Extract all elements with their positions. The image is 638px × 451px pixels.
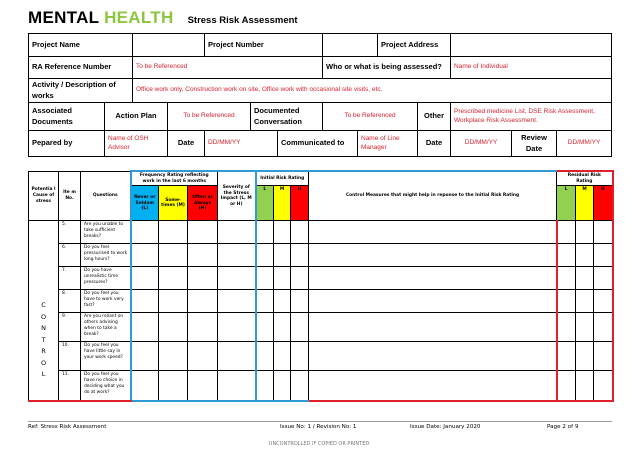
severity-cell[interactable] [218, 313, 256, 342]
item-number: 5. [59, 221, 81, 244]
prepared-by-value[interactable]: Name of OSH Advisor [105, 131, 168, 157]
freq-cell[interactable] [159, 342, 188, 371]
residual-cell[interactable] [594, 371, 613, 401]
freq-cell[interactable] [131, 267, 159, 290]
freq-cell[interactable] [159, 244, 188, 267]
risk-assessment-table [28, 170, 614, 402]
initial-cell[interactable] [291, 290, 309, 313]
associated-documents-label: Associated Documents [29, 103, 105, 131]
freq-cell[interactable] [188, 267, 218, 290]
communicated-to-value[interactable]: Name of Line Manager [358, 131, 418, 157]
severity-cell[interactable] [218, 221, 256, 244]
project-info-table [28, 33, 612, 157]
document-header [28, 8, 298, 30]
review-date-value[interactable]: DD/MM/YY [557, 131, 612, 157]
table-row [29, 371, 613, 401]
initial-cell[interactable] [256, 371, 274, 401]
project-number-label: Project Number [205, 34, 323, 57]
question-text: Do you feel you have little say in your work speed? [81, 342, 131, 371]
control-measures-header: Control Measures that might help in reponse to the Initial Risk Rating [309, 171, 557, 221]
initial-cell[interactable] [291, 267, 309, 290]
freq-cell[interactable] [188, 244, 218, 267]
freq-cell[interactable] [159, 267, 188, 290]
action-plan-value[interactable]: To be Referenced [168, 103, 251, 131]
initial-cell[interactable] [274, 313, 291, 342]
item-number: 9. [59, 313, 81, 342]
residual-cell[interactable] [576, 244, 594, 267]
residual-cell[interactable] [557, 267, 576, 290]
control-side-label [29, 221, 59, 401]
table-row [29, 313, 613, 342]
control-measures-cell[interactable] [309, 313, 557, 342]
activity-value[interactable]: Office work only, Construction work on site, Office work with occasional site visits, etc. [133, 79, 612, 103]
initial-cell[interactable] [291, 342, 309, 371]
residual-cell[interactable] [576, 313, 594, 342]
documented-conversation-label: Documented Conversation [251, 103, 323, 131]
project-name-label: Project Name [29, 34, 133, 57]
page-footer [28, 424, 612, 434]
documented-conversation-value[interactable]: To be Referenced [323, 103, 418, 131]
initial-cell[interactable] [291, 244, 309, 267]
residual-cell[interactable] [557, 313, 576, 342]
freq-cell[interactable] [159, 221, 188, 244]
freq-cell[interactable] [131, 290, 159, 313]
residual-risk-header: Residual Risk Rating [557, 171, 613, 186]
project-number-field[interactable] [323, 34, 378, 57]
freq-cell[interactable] [131, 244, 159, 267]
ra-reference-label: RA Reference Number [29, 57, 133, 79]
residual-cell[interactable] [576, 290, 594, 313]
project-address-field[interactable] [451, 34, 612, 57]
severity-cell[interactable] [218, 342, 256, 371]
initial-cell[interactable] [274, 221, 291, 244]
initial-cell[interactable] [274, 290, 291, 313]
control-letter: N [41, 324, 46, 333]
control-measures-cell[interactable] [309, 290, 557, 313]
severity-cell[interactable] [218, 267, 256, 290]
residual-cell[interactable] [594, 342, 613, 371]
document-subtitle: Stress Risk Assessment [187, 15, 298, 26]
control-measures-cell[interactable] [309, 267, 557, 290]
severity-header: Severity of the Stress Impact (L, M or H) [218, 171, 256, 221]
initial-rating-medium: M [274, 186, 291, 221]
initial-cell[interactable] [274, 244, 291, 267]
control-letter: R [41, 347, 46, 356]
freq-cell[interactable] [131, 221, 159, 244]
table-row [29, 244, 613, 267]
table-row [29, 221, 613, 244]
freq-cell[interactable] [188, 290, 218, 313]
residual-cell[interactable] [576, 267, 594, 290]
item-number: 7. [59, 267, 81, 290]
initial-cell[interactable] [256, 221, 274, 244]
residual-rating-medium: M [576, 186, 594, 221]
residual-cell[interactable] [557, 342, 576, 371]
residual-rating-low: L [557, 186, 576, 221]
residual-cell[interactable] [594, 221, 613, 244]
residual-cell[interactable] [576, 221, 594, 244]
initial-rating-low: L [256, 186, 274, 221]
control-letter: T [41, 335, 46, 344]
control-measures-cell[interactable] [309, 244, 557, 267]
initial-cell[interactable] [256, 342, 274, 371]
date-value[interactable]: DD/MM/YY [205, 131, 278, 157]
uncontrolled-notice: UNCONTROLLED IF COPIED OR PRINTED [268, 441, 370, 447]
review-date-label: Review Date [512, 131, 557, 157]
item-number: 11. [59, 371, 81, 401]
activity-label: Activity / Description of works [29, 79, 133, 103]
who-assessed-value[interactable]: Name of Individual [451, 57, 612, 79]
ra-reference-value[interactable]: To be Referenced [133, 57, 323, 79]
table-row [29, 342, 613, 371]
question-text: Are you reliant on others advising when to take a break? [81, 313, 131, 342]
table-row [29, 290, 613, 313]
residual-cell[interactable] [557, 371, 576, 401]
risk-table-wrapper [28, 170, 612, 402]
freq-never-seldom: Never or Seldom (L) [131, 186, 159, 221]
freq-cell[interactable] [188, 371, 218, 401]
severity-cell[interactable] [218, 290, 256, 313]
question-text: Do you have unrealistic time pressures? [81, 267, 131, 290]
residual-cell[interactable] [594, 267, 613, 290]
date-label: Date [168, 131, 205, 157]
freq-cell[interactable] [188, 342, 218, 371]
project-name-field[interactable] [133, 34, 205, 57]
initial-rating-high: H [291, 186, 309, 221]
footer-divider [28, 421, 612, 422]
freq-cell[interactable] [131, 342, 159, 371]
control-measures-cell[interactable] [309, 342, 557, 371]
date2-label: Date [418, 131, 451, 157]
footer-issue-date: Issue Date: January 2020 [410, 424, 481, 430]
initial-cell[interactable] [291, 371, 309, 401]
title-word-mental: MENTAL [28, 8, 100, 27]
question-text: Do you feel pressurised to work long hours? [81, 244, 131, 267]
action-plan-label: Action Plan [105, 103, 168, 131]
document-title [28, 8, 174, 28]
control-measures-cell[interactable] [309, 221, 557, 244]
freq-cell[interactable] [188, 313, 218, 342]
item-number: 6. [59, 244, 81, 267]
freq-cell[interactable] [188, 221, 218, 244]
prepared-by-label: Pepared by [29, 131, 105, 157]
initial-cell[interactable] [256, 313, 274, 342]
freq-cell[interactable] [159, 371, 188, 401]
freq-often-always: Often or Always (H) [188, 186, 218, 221]
title-word-health: HEALTH [104, 8, 174, 27]
residual-cell[interactable] [594, 244, 613, 267]
residual-rating-high: H [594, 186, 613, 221]
residual-cell[interactable] [557, 290, 576, 313]
date2-value[interactable]: DD/MM/YY [451, 131, 512, 157]
question-text: Do you feel you have to work very fast? [81, 290, 131, 313]
col-questions: Questions [81, 171, 131, 221]
control-letter: O [40, 358, 47, 367]
residual-cell[interactable] [576, 342, 594, 371]
footer-reference: Ref: Stress Risk Assessment [28, 424, 107, 430]
freq-cell[interactable] [159, 290, 188, 313]
initial-cell[interactable] [274, 267, 291, 290]
freq-cell[interactable] [131, 313, 159, 342]
col-potential-cause: Potentia l Cause of stress [29, 171, 59, 221]
residual-cell[interactable] [576, 371, 594, 401]
initial-cell[interactable] [274, 342, 291, 371]
residual-cell[interactable] [594, 290, 613, 313]
initial-risk-header: Initial Risk Rating [256, 171, 309, 186]
control-letter: O [40, 312, 47, 321]
residual-cell[interactable] [594, 313, 613, 342]
footer-issue-number: Issue No: 1 / Revision No: 1 [280, 424, 357, 430]
initial-cell[interactable] [291, 221, 309, 244]
other-value[interactable]: Prescribed medicine List, DSE Risk Assessment, Workplace Risk Assessment. [451, 103, 612, 131]
question-text: Are you unable to take sufficient breaks? [81, 221, 131, 244]
initial-cell[interactable] [256, 267, 274, 290]
control-letter: C [41, 301, 46, 310]
who-assessed-label: Who or what is being assessed? [323, 57, 451, 79]
question-text: Do you feel you have no choice in deciding what you do at work? [81, 371, 131, 401]
freq-cell[interactable] [159, 313, 188, 342]
footer-page-number: Page 2 of 9 [547, 424, 579, 430]
initial-cell[interactable] [274, 371, 291, 401]
other-label: Other [418, 103, 451, 131]
frequency-rating-header: Frequency Rating reflecting work in the last 6 months [131, 171, 218, 186]
initial-cell[interactable] [256, 244, 274, 267]
col-item-number: Ite m No. [59, 171, 81, 221]
residual-cell[interactable] [557, 244, 576, 267]
item-number: 8. [59, 290, 81, 313]
severity-cell[interactable] [218, 371, 256, 401]
initial-cell[interactable] [291, 313, 309, 342]
initial-cell[interactable] [256, 290, 274, 313]
item-number: 10. [59, 342, 81, 371]
freq-cell[interactable] [131, 371, 159, 401]
project-address-label: Project Address [378, 34, 451, 57]
severity-cell[interactable] [218, 244, 256, 267]
control-letter: L [41, 370, 46, 379]
freq-sometimes: Some-times (M) [159, 186, 188, 221]
control-measures-cell[interactable] [309, 371, 557, 401]
table-row [29, 267, 613, 290]
communicated-to-label: Communicated to [278, 131, 358, 157]
residual-cell[interactable] [557, 221, 576, 244]
